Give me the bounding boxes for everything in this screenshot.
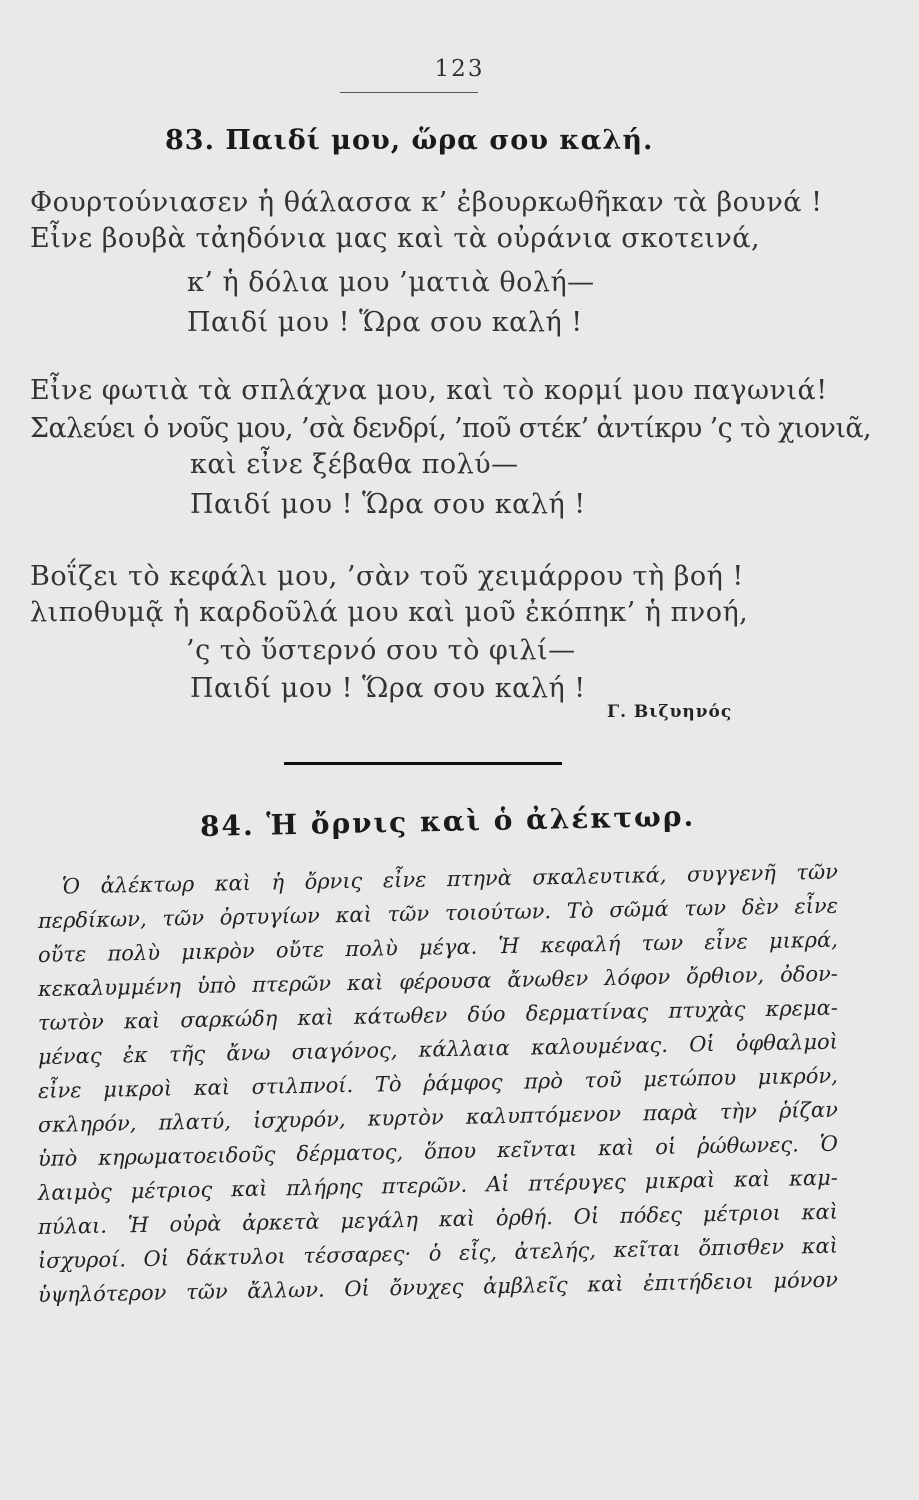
poem-line: κ’ ἡ δόλια μου ’ματιὰ θολή—: [187, 267, 595, 298]
poem-line: Παιδί μου ! Ὥρα σου καλή !: [190, 673, 586, 704]
poem-line: Παιδί μου ! Ὥρα σου καλή !: [190, 489, 586, 520]
page-number: 123: [434, 56, 485, 82]
poem-line: Σαλεύει ὁ νοῦς μου, ’σὰ δενδρί, ’ποῦ στέκ’ ἀντίκρυ ’ς τὸ χιονιᾶ,: [30, 413, 871, 444]
page-number-rule: [340, 92, 478, 93]
poem-line: Εἶνε βουβὰ τἀηδόνια μας καὶ τὰ οὐράνια σκοτεινά,: [30, 223, 761, 254]
body-line: λαιμὸς μέτριος καὶ πλήρης πτερῶν. Αἱ πτέρυγες μικραὶ καὶ καμ-: [37, 1165, 839, 1205]
body-line: Ὁ ἀλέκτωρ καὶ ἡ ὄρνις εἶνε πτηνὰ σκαλευτικά, συγγενῆ τῶν: [61, 859, 839, 899]
poem-line: Βοΐζει τὸ κεφάλι μου, ’σὰν τοῦ χειμάρρου τὴ βοή !: [30, 561, 744, 592]
poem-line: Παιδί μου ! Ὥρα σου καλή !: [187, 307, 583, 338]
section-body: [37, 859, 839, 1312]
body-line: περδίκων, τῶν ὀρτυγίων καὶ τῶν τοιούτων. Τὸ σῶμά των δὲν εἶνε: [37, 893, 839, 933]
body-line: οὔτε πολὺ μικρὸν οὔτε πολὺ μέγα. Ἡ κεφαλή των εἶνε μικρά,: [37, 927, 839, 967]
body-line: ἰσχυροί. Οἱ δάκτυλοι τέσσαρες· ὁ εἷς, ἀτελής, κεῖται ὄπισθεν καὶ: [37, 1233, 839, 1273]
body-line: πύλαι. Ἡ οὐρὰ ἀρκετὰ μεγάλη καὶ ὀρθή. Οἱ πόδες μέτριοι καὶ: [37, 1199, 839, 1239]
body-line: ὑπὸ κηρωματοειδοῦς δέρματος, ὅπου κεῖνται καὶ οἱ ῥώθωνες. Ὁ: [37, 1131, 839, 1171]
poem-author: Γ. Βιζυηνός: [607, 702, 733, 722]
section-divider: [284, 762, 562, 765]
body-line: τωτὸν καὶ σαρκώδη καὶ κάτωθεν δύο δερματίνας πτυχὰς κρεμα-: [37, 995, 839, 1035]
body-line: εἶνε μικροὶ καὶ στιλπνοί. Τὸ ῥάμφος πρὸ τοῦ μετώπου μικρόν,: [37, 1063, 839, 1103]
poem-line: καὶ εἶνε ξέβαθα πολύ—: [190, 449, 519, 480]
body-line: ὑψηλότερον τῶν ἄλλων. Οἱ ὄνυχες ἀμβλεῖς καὶ ἐπιτήδειοι μόνον: [37, 1267, 839, 1307]
poem-line: ’ς τὸ ὕστερνό σου τὸ φιλί—: [186, 635, 576, 666]
poem-title: 83. Παιδί μου, ὥρα σου καλή.: [165, 125, 654, 156]
poem-line: Εἶνε φωτιὰ τὰ σπλάχνα μου, καὶ τὸ κορμί μου παγωνιά!: [30, 375, 828, 406]
body-line: μένας ἐκ τῆς ἄνω σιαγόνος, κάλλαια καλουμένας. Οἱ ὀφθαλμοὶ: [37, 1029, 839, 1069]
poem-line: λιποθυμᾷ ἡ καρδοῦλά μου καὶ μοῦ ἐκόπηκ’ ἡ πνοή,: [30, 597, 749, 628]
section-title: 84. Ἡ ὄρνις καὶ ὁ ἀλέκτωρ.: [199, 799, 696, 843]
poem-line: Φουρτούνιασεν ἡ θάλασσα κ’ ἐβουρκωθῆκαν τὰ βουνά !: [30, 187, 823, 218]
body-line: σκληρόν, πλατύ, ἰσχυρόν, κυρτὸν καλυπτόμενον παρὰ τὴν ῥίζαν: [37, 1097, 839, 1137]
body-line: κεκαλυμμένη ὑπὸ πτερῶν καὶ φέρουσα ἄνωθεν λόφον ὄρθιον, ὀδον-: [37, 961, 839, 1001]
